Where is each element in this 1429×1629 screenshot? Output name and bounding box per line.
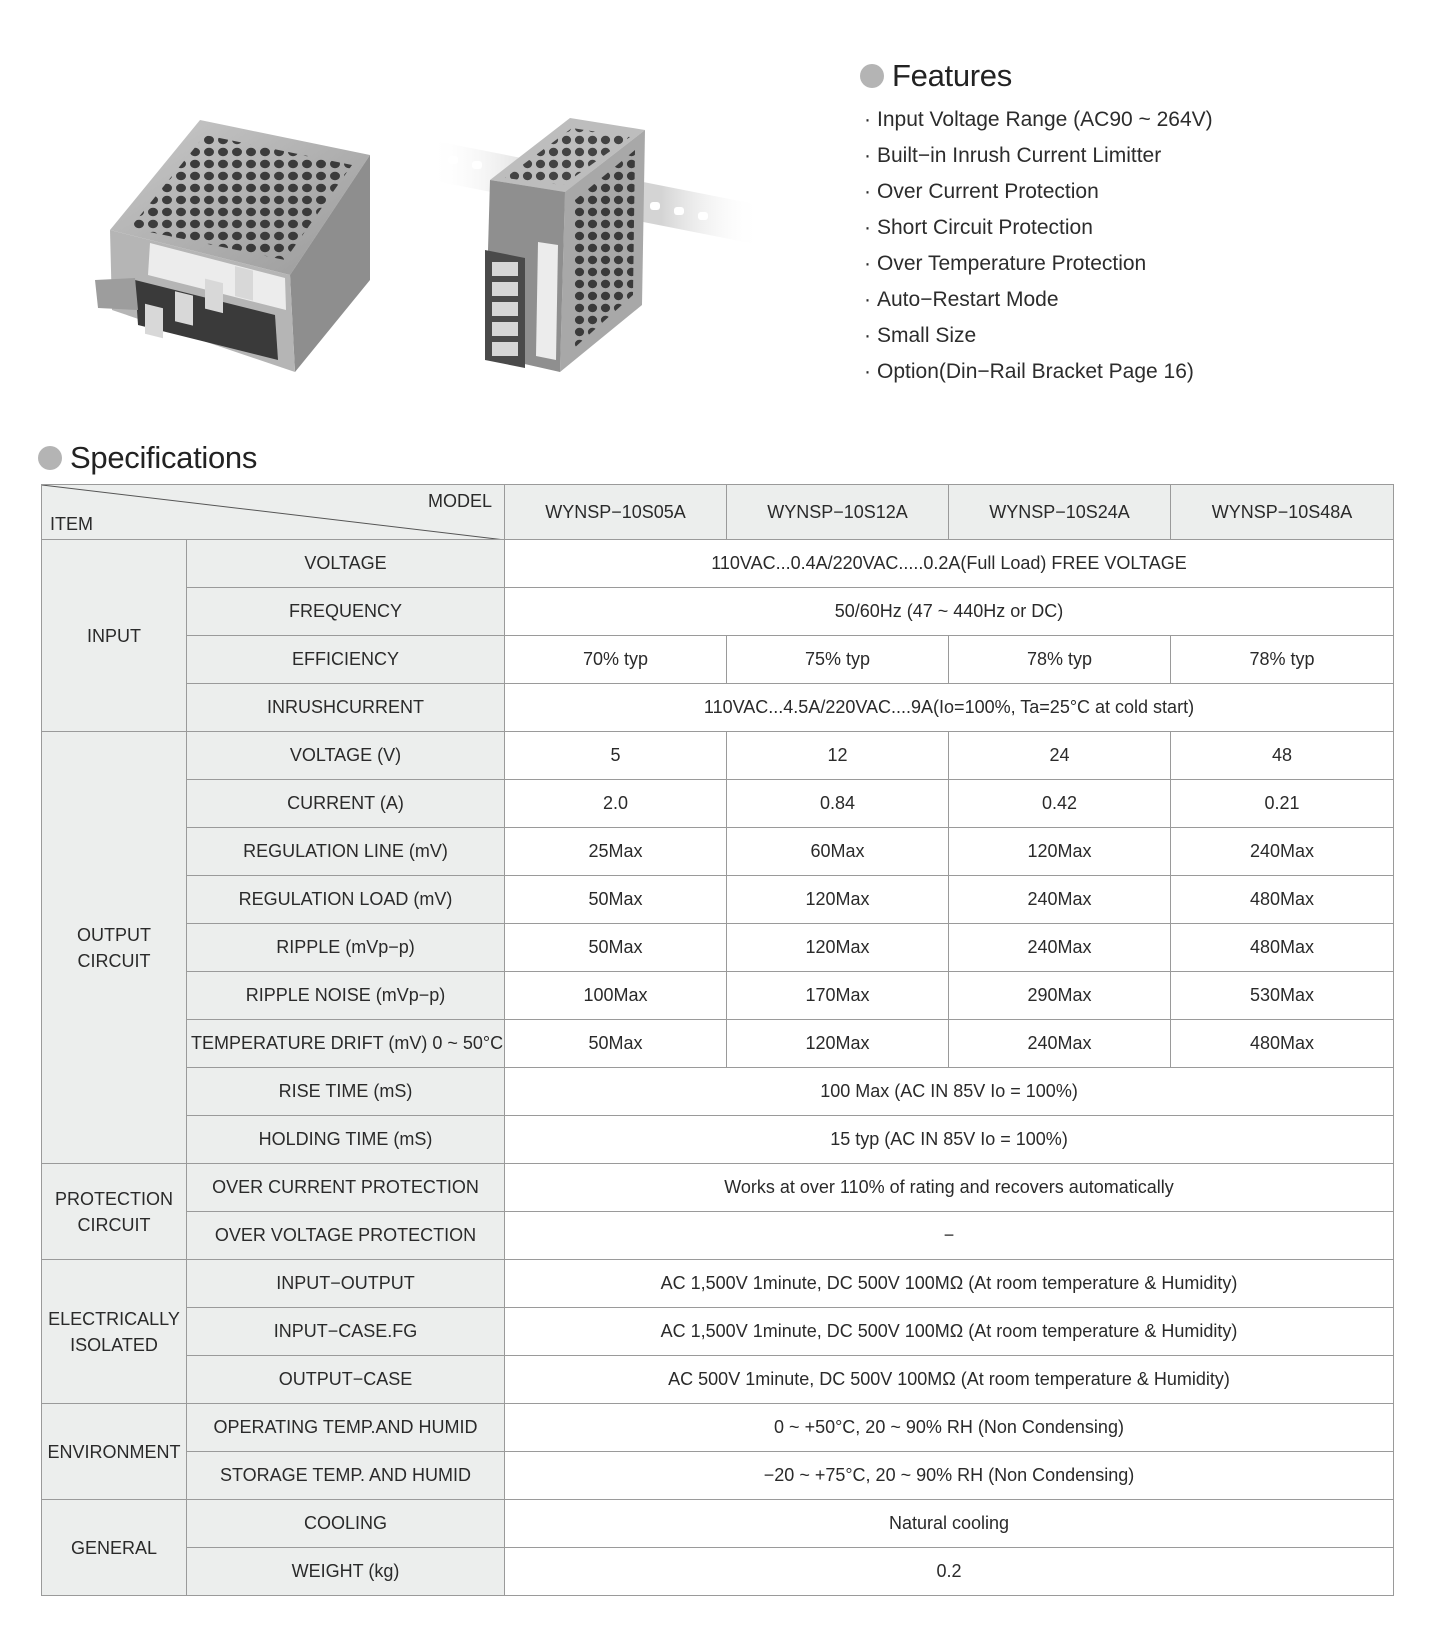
row-label: RIPPLE (mVp−p): [187, 924, 505, 972]
row-value: 480Max: [1171, 876, 1394, 924]
row-label: HOLDING TIME (mS): [187, 1116, 505, 1164]
feature-item: · Short Circuit Protection: [864, 216, 1093, 239]
row-value: Natural cooling: [505, 1500, 1394, 1548]
group-label-output: OUTPUT CIRCUIT: [42, 732, 187, 1164]
row-label: REGULATION LINE (mV): [187, 828, 505, 876]
row-value: −20 ~ +75°C, 20 ~ 90% RH (Non Condensing): [505, 1452, 1394, 1500]
row-value: 0.21: [1171, 780, 1394, 828]
specifications-heading: [38, 440, 257, 476]
model-header: WYNSP−10S05A: [505, 485, 727, 540]
power-supply-photo-din-rail: [430, 110, 760, 390]
row-value: 120Max: [727, 924, 949, 972]
specifications-title: Specifications: [70, 440, 258, 475]
row-value: −: [505, 1212, 1394, 1260]
row-value: 0.2: [505, 1548, 1394, 1596]
row-value: 12: [727, 732, 949, 780]
row-label: COOLING: [187, 1500, 505, 1548]
group-label-general: GENERAL: [42, 1500, 187, 1596]
features-title: Features: [892, 58, 1012, 93]
row-value: 240Max: [949, 876, 1171, 924]
row-value: 120Max: [727, 876, 949, 924]
row-label: REGULATION LOAD (mV): [187, 876, 505, 924]
row-label: VOLTAGE: [187, 540, 505, 588]
row-label: CURRENT (A): [187, 780, 505, 828]
model-header: WYNSP−10S24A: [949, 485, 1171, 540]
feature-item: · Over Current Protection: [864, 180, 1099, 203]
row-value: 78% typ: [1171, 636, 1394, 684]
row-value: 0.84: [727, 780, 949, 828]
row-value: 24: [949, 732, 1171, 780]
row-value: 100 Max (AC IN 85V Io = 100%): [505, 1068, 1394, 1116]
row-value: 480Max: [1171, 1020, 1394, 1068]
group-label-environment: ENVIRONMENT: [42, 1404, 187, 1500]
row-label: TEMPERATURE DRIFT (mV) 0 ~ 50°C: [187, 1020, 505, 1068]
row-label: OUTPUT−CASE: [187, 1356, 505, 1404]
specifications-table: [41, 484, 1394, 1596]
power-supply-photo-front: [90, 110, 390, 380]
feature-item: · Built−in Inrush Current Limitter: [864, 144, 1162, 167]
row-value: 120Max: [949, 828, 1171, 876]
row-value: AC 500V 1minute, DC 500V 100MΩ (At room temperature & Humidity): [505, 1356, 1394, 1404]
feature-item: · Small Size: [864, 324, 977, 347]
row-value: 50Max: [505, 924, 727, 972]
row-label: WEIGHT (kg): [187, 1548, 505, 1596]
row-value: 2.0: [505, 780, 727, 828]
row-value: 240Max: [1171, 828, 1394, 876]
row-value: 110VAC...0.4A/220VAC.....0.2A(Full Load) FREE VOLTAGE: [505, 540, 1394, 588]
row-value: 5: [505, 732, 727, 780]
row-value: 240Max: [949, 1020, 1171, 1068]
section-bullet-icon: [38, 446, 62, 470]
model-header: WYNSP−10S48A: [1171, 485, 1394, 540]
row-value: 0.42: [949, 780, 1171, 828]
row-label: RIPPLE NOISE (mVp−p): [187, 972, 505, 1020]
model-label: MODEL: [427, 491, 492, 511]
group-label-input: INPUT: [42, 540, 187, 732]
section-bullet-icon: [860, 64, 884, 88]
row-label: STORAGE TEMP. AND HUMID: [187, 1452, 505, 1500]
row-value: 70% typ: [505, 636, 727, 684]
row-value: 0 ~ +50°C, 20 ~ 90% RH (Non Condensing): [505, 1404, 1394, 1452]
row-value: 290Max: [949, 972, 1171, 1020]
row-value: 78% typ: [949, 636, 1171, 684]
row-label: EFFICIENCY: [187, 636, 505, 684]
features-heading: [860, 58, 1213, 94]
row-label: OPERATING TEMP.AND HUMID: [187, 1404, 505, 1452]
feature-list: [860, 102, 1213, 390]
row-value: 48: [1171, 732, 1394, 780]
row-label: RISE TIME (mS): [187, 1068, 505, 1116]
group-label-isolated: ELECTRICALLY ISOLATED: [42, 1260, 187, 1404]
group-label-protection: PROTECTION CIRCUIT: [42, 1164, 187, 1260]
row-value: 15 typ (AC IN 85V Io = 100%): [505, 1116, 1394, 1164]
row-value: 170Max: [727, 972, 949, 1020]
row-value: 530Max: [1171, 972, 1394, 1020]
features-section: [860, 58, 1213, 390]
row-label: VOLTAGE (V): [187, 732, 505, 780]
row-value: 480Max: [1171, 924, 1394, 972]
row-label: OVER CURRENT PROTECTION: [187, 1164, 505, 1212]
row-value: 50/60Hz (47 ~ 440Hz or DC): [505, 588, 1394, 636]
row-label: INPUT−CASE.FG: [187, 1308, 505, 1356]
row-label: INRUSHCURRENT: [187, 684, 505, 732]
row-value: AC 1,500V 1minute, DC 500V 100MΩ (At room temperature & Humidity): [505, 1260, 1394, 1308]
row-value: 60Max: [727, 828, 949, 876]
row-value: AC 1,500V 1minute, DC 500V 100MΩ (At room temperature & Humidity): [505, 1308, 1394, 1356]
item-label: ITEM: [50, 514, 93, 534]
model-item-header-cell: [42, 485, 505, 540]
row-value: 50Max: [505, 876, 727, 924]
row-value: 120Max: [727, 1020, 949, 1068]
row-value: 50Max: [505, 1020, 727, 1068]
feature-item: · Over Temperature Protection: [864, 252, 1147, 275]
row-value: 240Max: [949, 924, 1171, 972]
row-value: Works at over 110% of rating and recovers automatically: [505, 1164, 1394, 1212]
row-value: 75% typ: [727, 636, 949, 684]
model-header: WYNSP−10S12A: [727, 485, 949, 540]
row-label: OVER VOLTAGE PROTECTION: [187, 1212, 505, 1260]
row-value: 110VAC...4.5A/220VAC....9A(Io=100%, Ta=25°C at cold start): [505, 684, 1394, 732]
row-label: FREQUENCY: [187, 588, 505, 636]
feature-item: · Auto−Restart Mode: [864, 288, 1059, 311]
row-value: 25Max: [505, 828, 727, 876]
row-value: 100Max: [505, 972, 727, 1020]
row-label: INPUT−OUTPUT: [187, 1260, 505, 1308]
feature-item: · Input Voltage Range (AC90 ~ 264V): [864, 108, 1213, 131]
feature-item: · Option(Din−Rail Bracket Page 16): [864, 360, 1194, 383]
